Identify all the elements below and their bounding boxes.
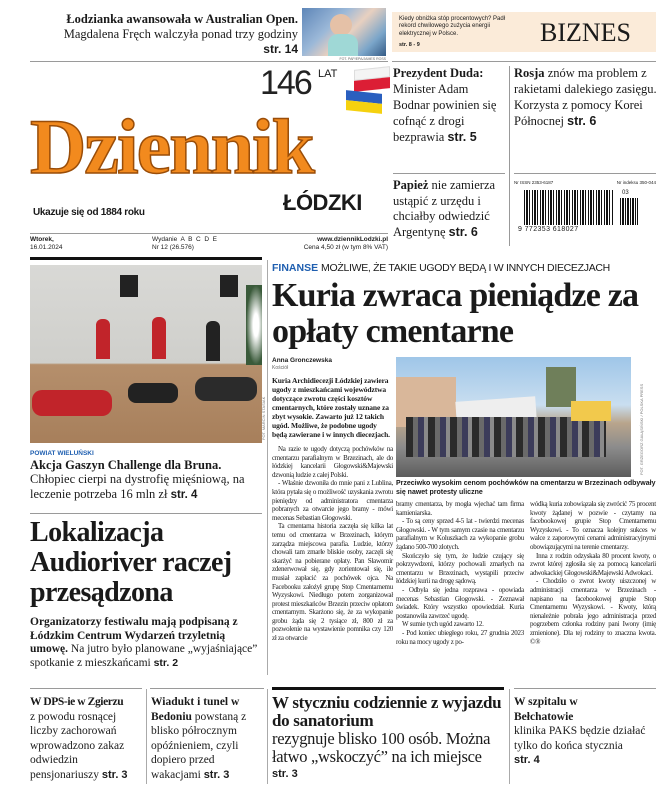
teaser-lead: Papież — [393, 178, 429, 192]
barcode — [524, 190, 614, 225]
divider — [514, 688, 656, 689]
paragraph: Na razie te ugody dotyczą pochówków na cmentarzu parafialnym w Brzezinach, ale do łódzkiej kancelarii Głogowski&Majewski dzwonią ludzie z całej Polski. — [272, 445, 393, 479]
teaser-page: str. 3 — [272, 768, 298, 780]
teaser-lead: Wiadukt i tunel w Bedoniu — [151, 696, 240, 723]
teaser-text: znów ma problem z rakietami dalekiego zasięgu. Korzysta z pomocy Korei Północnej — [514, 66, 657, 128]
photo-caption: Przeciwko wysokim cenom pochówków na cmentarzu w Brzezinach odbywały się nawet protesty uliczne — [396, 480, 656, 496]
tennis-photo-credit: FOT. PAP/EPA/JAMES ROSS — [339, 57, 386, 61]
index-number: Nr indeksu 350-044 — [616, 180, 656, 185]
gaszyn-photo-credit: FOT. MARCIN STASIAK — [261, 396, 266, 440]
top-teaser[interactable] — [40, 12, 298, 56]
divider — [30, 233, 388, 234]
teaser-text: powstaną z blisko półrocznym opóźnieniem, czyli dopiero przed wakacjami — [151, 710, 247, 781]
biznes-pages: str. 8 - 9 — [399, 42, 420, 48]
divider — [30, 61, 388, 62]
masthead-tagline: Ukazuje się od 1884 roku — [33, 207, 145, 218]
biznes-box[interactable] — [392, 12, 656, 52]
teaser-rosja[interactable] — [514, 65, 659, 129]
author: Anna Gronczewska — [272, 357, 332, 364]
masthead-title: Dziennik — [30, 103, 314, 190]
teaser-page: str. 6 — [567, 114, 597, 128]
paragraph: - Pod koniec ubiegłego roku, 27 grudnia 2023 roku na mocy ugody z po- — [396, 628, 524, 646]
issue-code: 03 — [622, 190, 629, 196]
teaser-page: str. 3 — [101, 768, 128, 781]
paragraph: Skończyło się tym, że ludzie czujący się pokrzywdzeni, którzy pochowali zmarłych na cmentarzu w Brzezinach, wystąpili przeciw łódzkiej kurii na drogę sądową. — [396, 551, 524, 586]
audioriver-text: Na jutro było planowane „wyjaśniające” spotkanie z mieszkańcami — [30, 643, 258, 669]
anniversary-number: 146 — [260, 64, 311, 102]
teaser-headline: Łodzianka awansowała w Australian Open. — [66, 12, 298, 26]
audioriver-headline: Lokalizacja Audioriver raczej przesądzona — [30, 517, 232, 608]
section-label: POWIAT WIELUŃSKI — [30, 450, 94, 457]
divider — [514, 173, 656, 174]
divider — [509, 66, 510, 246]
teaser-text: z powodu rosnącej liczby zachorowań wprowadzono zakaz odwiedzin pensjonariuszy — [30, 710, 125, 781]
teaser-papiez[interactable] — [393, 178, 508, 240]
teaser-page: str. 4 — [514, 754, 540, 766]
divider-thick — [30, 257, 262, 260]
main-col3 — [530, 500, 656, 646]
bottom-teaser-wiadukt[interactable] — [151, 695, 266, 782]
divider — [509, 689, 510, 784]
issue-edition: Wydanie A B C D E — [152, 236, 217, 243]
teaser-lead: Prezydent Duda: — [393, 66, 484, 80]
teaser-lead: W styczniu codziennie z wyjazdu do sanatorium — [272, 693, 502, 730]
gaszyn-photo — [30, 265, 262, 443]
biznes-text: Kiedy obniżka stóp procentowych? Padł rekord chwilowego zużycia energii elektrycznej w Polsce. — [399, 16, 506, 37]
main-lead: Kuria Archidiecezji Łódzkiej zawiera ugody z mieszkańcami województwa dotyczące zwrotu części kosztów cmentarnych, które zostały uznane za zbyt wysokie. Zawarto już 12 takich ugód. Możliwe, że podobne ugody będą zawierane i w innych diecezjach. — [272, 376, 390, 439]
issue-number: Nr 12 (26.576) — [152, 244, 194, 251]
barcode-addon — [620, 198, 638, 225]
issue-price: Cena 4,50 zł (w tym 8% VAT) — [303, 244, 388, 251]
flags-icon — [346, 68, 390, 114]
paragraph: wódką kuria zobowiązała się zwrócić 75 procent kwoty żądanej w pozwie - czytamy na facebookowej grupie Stop Cmentarnemu Wyzyskowi. - To oznacza kolejny sukces w walce z zaporowymi cenami administracyjnymi obowiązującymi na terenie cmentarzy. — [530, 500, 656, 551]
divider — [30, 688, 142, 689]
divider — [30, 513, 262, 514]
divider — [150, 688, 264, 689]
teaser-text: Minister Adam Bodnar powinien się cofnąć z drogi bezprawia — [393, 82, 497, 144]
main-col2 — [396, 500, 524, 646]
body-text — [272, 445, 393, 643]
teaser-page: str. 6 — [448, 224, 478, 239]
protest-photo-credit: FOT. GRZEGORZ GAŁĄSIŃSKI / POLSKA PRESS — [639, 383, 644, 475]
teaser-duda[interactable] — [393, 65, 507, 145]
paragraph: Ta cmentarna historia zaczęła się kilka lat temu od cmentarza w Brzezinach, którym zarządza miejscowa parafia. Ludzie, którzy chowali tam zmarłe bliskie osoby, zaczęli się skarżyć na pobierane opłaty. Pan Sławomir zdenerwował się, gdy zorientował się, ile musiał zapłacić za pochówek ojca. Na Facebooku założył grupę Stop Cmentarnemu Wyzyskowi. Niedługo potem zorganizował protest mieszkańców Brzezin przeciw opłatom cmentarnym. Skarżono się, że za wykopanie grobu żąda się 2 tysiące zł, 800 zł za pozwolenie na wystawienie pomnika czy 120 zł za otwarcie — [272, 522, 393, 643]
teaser-text: nie zamierza ustąpić z urzędu i chciałby odwiedzić Argentynę — [393, 178, 496, 239]
divider — [267, 260, 268, 675]
issue-info — [30, 236, 388, 254]
kicker-text: MOŻLIWE, ŻE TAKIE UGODY BĘDĄ I W INNYCH DIECEZJACH — [321, 262, 610, 274]
masthead-subtitle: ŁÓDZKI — [283, 190, 362, 215]
teaser-page: str. 14 — [263, 42, 298, 56]
divider — [392, 61, 656, 62]
divider — [146, 689, 147, 784]
bottom-teaser-sanatorium[interactable] — [272, 694, 508, 781]
masthead[interactable] — [28, 64, 390, 229]
gaszyn-page: str. 4 — [170, 488, 198, 501]
divider — [267, 689, 268, 784]
teaser-text: klinika PAKS będzie działać tylko do końca stycznia — [514, 725, 646, 752]
barcode-block — [514, 180, 656, 250]
teaser-page: str. 3 — [203, 768, 230, 781]
audioriver-page: str. 2 — [153, 656, 179, 669]
biznes-label: BIZNES — [540, 18, 631, 47]
paragraph: W sumie tych ugód zawarto 12. — [402, 620, 484, 629]
main-headline[interactable]: Kuria zwraca pieniądze za opłaty cmentarne — [272, 277, 639, 350]
bottom-teaser-dps[interactable] — [30, 695, 145, 782]
divider — [393, 173, 505, 174]
audioriver-story[interactable] — [30, 518, 266, 670]
website-link[interactable]: www.dziennikLodzki.pl — [317, 236, 388, 243]
teaser-lead: W szpitalu w Bełchatowie — [514, 696, 578, 723]
teaser-page: str. 5 — [447, 130, 477, 144]
bottom-teaser-belchatow[interactable] — [514, 695, 659, 768]
teaser-lead: W DPS-ie w Zgierzu — [30, 696, 124, 708]
main-col1 — [272, 357, 393, 643]
gaszyn-text: Chłopiec cierpi na dystrofię mięśniową, na leczenie potrzeba 16 mln zł — [30, 472, 245, 501]
paragraph: Inna z rodzin odzyskała 80 procent kwoty, o zwrot której zgłosiła się za pomocą kancelarii adwokackiej Głogowski&Majewski Adwokaci. — [530, 551, 656, 577]
issue-day: Wtorek, — [30, 236, 54, 243]
teaser-sub: Magdalena Fręch walczyła ponad trzy godziny — [63, 27, 298, 41]
paragraph: bramy cmentarza, by mogła wjechać tam firma kamieniarska. — [396, 500, 524, 517]
gaszyn-teaser[interactable] — [30, 449, 265, 502]
teaser-text: rezygnuje blisko 100 osób. Można łatwo „wskoczyć” na ich miejsce — [272, 729, 491, 766]
divider-thick — [272, 687, 504, 690]
paragraph: - Właśnie dzwoniła do mnie pani z Lublina, która pytała się o możliwość uzyskania zwrotu pieniędzy od administratora cmentarza pobranych za otwarcie jego bramy - mówi mecenas Sebastian Głogowski. — [272, 479, 393, 522]
gaszyn-headline: Akcja Gaszyn Challenge dla Bruna. — [30, 458, 222, 472]
section-label: FINANSE — [272, 262, 319, 274]
paragraph: - To są ceny sprzed 4-5 lat - twierdzi mecenas Głogowski. - W tym samym czasie na cmentarzu parafialnym w Koluszkach za wykopanie grobu żądano 500-700 złotych. — [396, 517, 524, 551]
barcode-digits: 9 772353 618027 — [518, 226, 579, 233]
paragraph: - Chodziło o zwrot kwoty uiszczonej w administracji cmentarza w Brzezinach - napisano na facebookowej grupie Stop Cmentarnemu Wyzyskowi. - Kwoty, którą nienależnie pobrała jego administracja przed pogrzebem członka rodziny pani Iwony (imię zmienione). Dla tej rodziny to znaczna kwota. ©® — [530, 577, 656, 646]
protest-photo — [396, 357, 631, 477]
issn: Nr ISSN 2353-6187 — [514, 180, 554, 185]
issue-date: 16.01.2024 — [30, 244, 63, 251]
paragraph: - Odbyła się jedna rozprawa - opowiada mecenas Sebastian Głogowski. - Zeznawał świadek. Który wszystko opowiedział. Kuria postanowiła zawrzeć ugodę. — [396, 585, 524, 620]
tennis-photo — [302, 8, 386, 56]
author-role: Kościół — [272, 365, 289, 371]
teaser-lead: Rosja — [514, 66, 545, 80]
main-kicker — [272, 262, 660, 274]
audioriver-lead: Organizatorzy festiwalu mają podpisaną z Łódzkim Centrum Wydarzeń trzyletnią umowę. — [30, 616, 238, 655]
anniversary-label: LAT — [318, 68, 338, 80]
